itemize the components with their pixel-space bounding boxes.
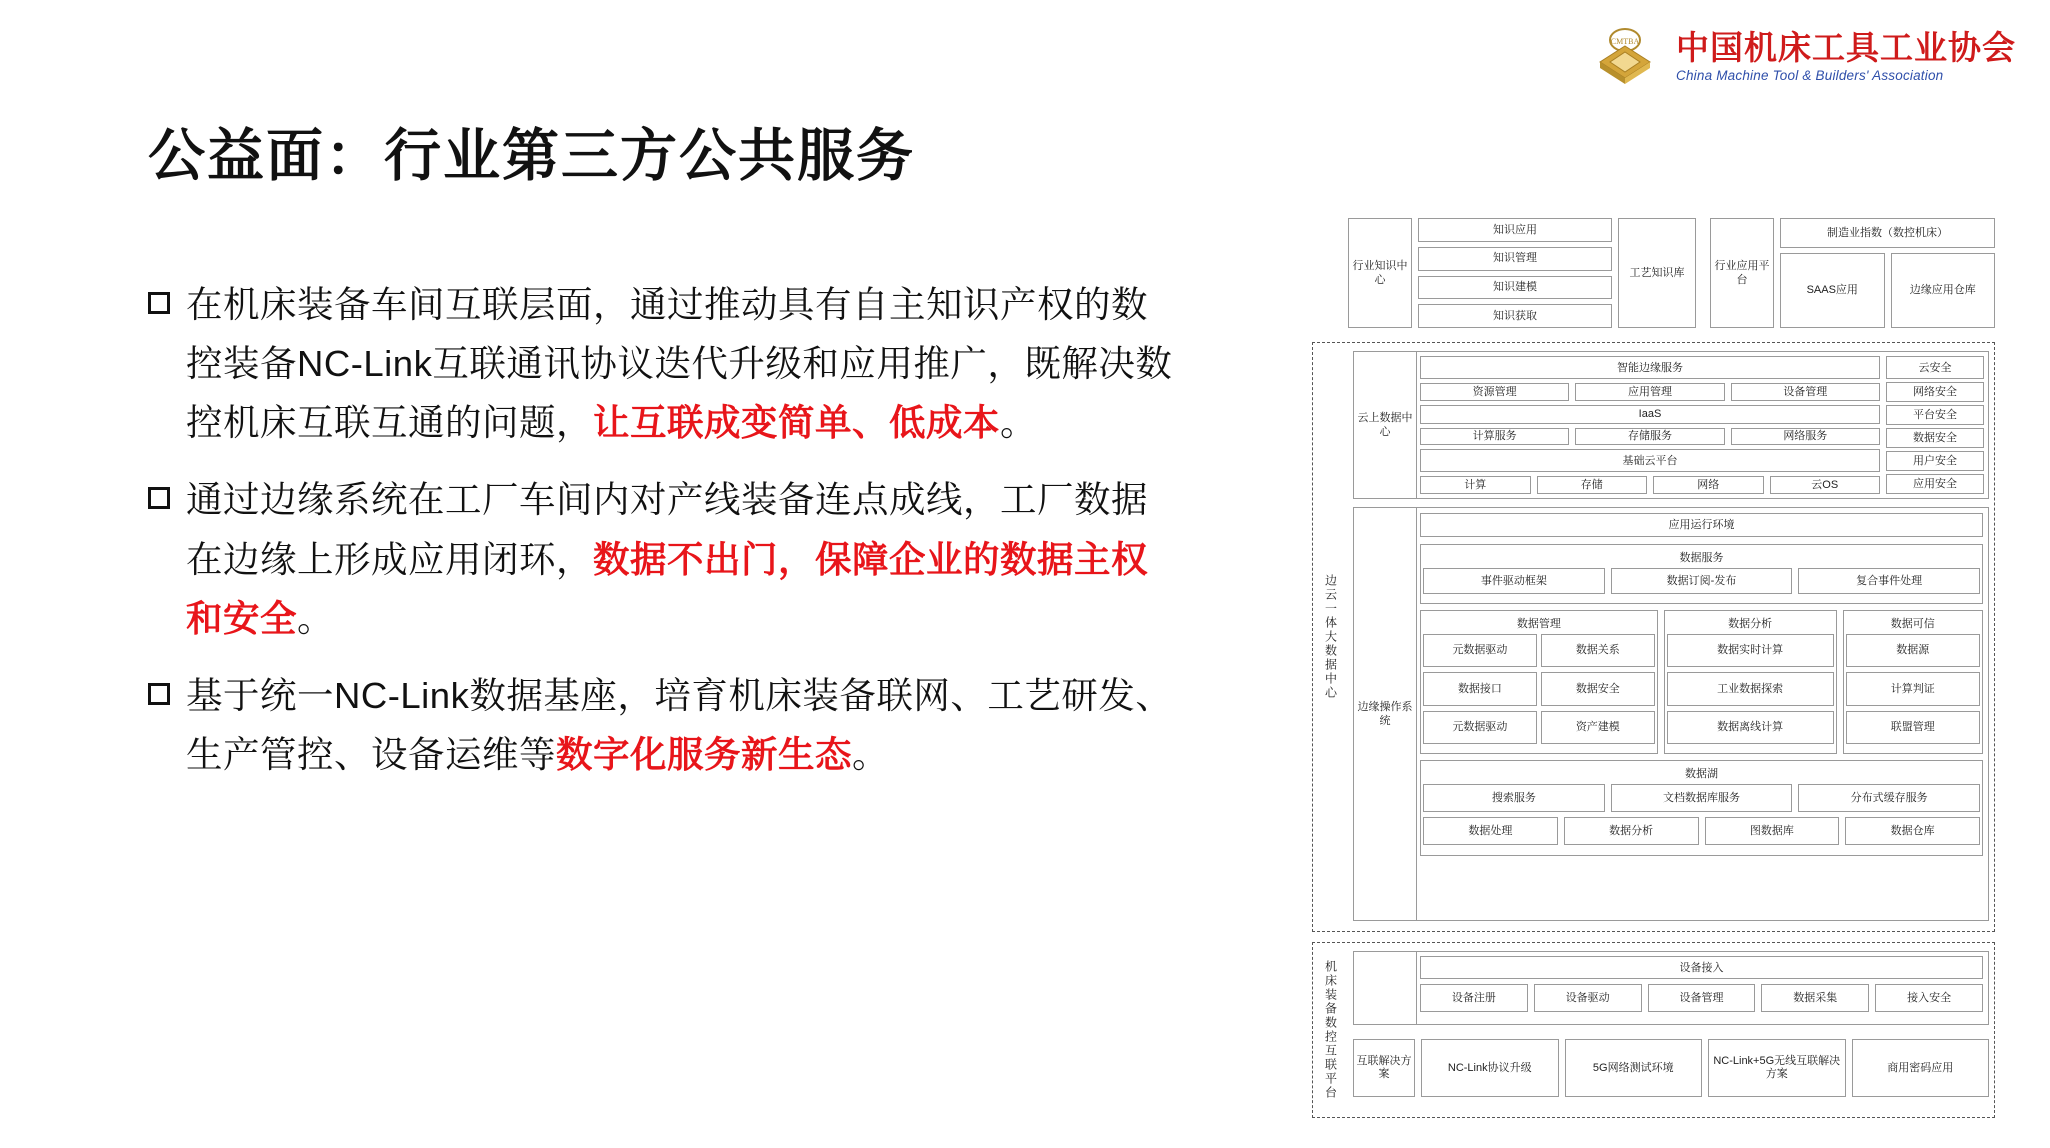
iaas-item: 存储服务 <box>1575 428 1724 446</box>
knowledge-item: 知识获取 <box>1418 304 1612 328</box>
data-lake-item: 搜索服务 <box>1423 784 1605 812</box>
bullet-text <box>186 470 1183 647</box>
data-lake-item: 数据处理 <box>1423 817 1558 845</box>
knowledge-item: 知识管理 <box>1418 247 1612 271</box>
machine-tool-platform-label: 机床装备数控互联平台 <box>1323 960 1338 1100</box>
device-access-panel <box>1353 951 1989 1025</box>
manufacturing-index-box: 制造业指数（数控机床） <box>1780 218 1995 248</box>
device-access-item: 数据采集 <box>1761 984 1869 1012</box>
device-access-item: 设备驱动 <box>1534 984 1642 1012</box>
base-cloud-platform-title: 基础云平台 <box>1420 449 1880 472</box>
bullet-marker-icon <box>148 487 170 509</box>
data-analysis-item: 工业数据探索 <box>1667 672 1834 705</box>
edge-cloud-integrated-center <box>1312 342 1995 932</box>
bullet-list <box>148 275 1183 802</box>
data-lake-item: 数据仓库 <box>1845 817 1980 845</box>
application-platform-label: 行业应用平台 <box>1710 218 1774 328</box>
data-lake-item: 分布式缓存服务 <box>1798 784 1980 812</box>
org-name-en: China Machine Tool & Builders' Association <box>1676 67 1944 83</box>
cloud-security-title: 云安全 <box>1886 356 1984 379</box>
saas-application-box: SAAS应用 <box>1780 253 1885 328</box>
data-service-item: 复合事件处理 <box>1798 568 1980 594</box>
solution-item: 5G网络测试环境 <box>1565 1039 1703 1097</box>
edge-cloud-label: 边云一体大数据中心 <box>1323 574 1338 700</box>
edge-os-label: 边缘操作系统 <box>1354 508 1417 920</box>
edge-app-repo-box: 边缘应用仓库 <box>1891 253 1996 328</box>
data-credible-item: 计算判证 <box>1846 672 1980 705</box>
list-item <box>148 666 1183 784</box>
bullet-segment: 。 <box>1000 402 1037 444</box>
list-item <box>148 275 1183 452</box>
device-access-item: 设备注册 <box>1420 984 1528 1012</box>
cloud-service-item: 资源管理 <box>1420 383 1569 401</box>
cmtba-logo-icon <box>1588 26 1662 88</box>
cloud-security-item: 应用安全 <box>1886 474 1984 494</box>
list-item <box>148 470 1183 647</box>
data-analysis-item: 数据离线计算 <box>1667 711 1834 744</box>
bullet-segment: 通过边缘系统在工厂车间内对产线装备连点成线，工厂数据在边缘上形成应用闭环， <box>186 479 1148 580</box>
data-management-item: 数据关系 <box>1541 634 1655 667</box>
solution-label: 互联解决方案 <box>1353 1039 1415 1097</box>
bullet-marker-icon <box>148 292 170 314</box>
knowledge-items-stack <box>1418 218 1612 328</box>
org-name-cn: 中国机床工具工业协会 <box>1676 29 2016 67</box>
knowledge-item: 知识建模 <box>1418 276 1612 300</box>
knowledge-center-label: 行业知识中心 <box>1348 218 1412 328</box>
industry-knowledge-center-group <box>1348 218 1696 328</box>
solution-item: 商用密码应用 <box>1852 1039 1990 1097</box>
solution-item: NC-Link+5G无线互联解决方案 <box>1708 1039 1846 1097</box>
platform-item: 云OS <box>1770 476 1881 494</box>
data-management-item: 数据安全 <box>1541 672 1655 705</box>
data-service-title: 数据服务 <box>1679 552 1724 564</box>
association-logo-block <box>1588 26 2016 88</box>
cloud-data-center-label: 云上数据中心 <box>1354 352 1417 498</box>
data-service-item: 事件驱动框架 <box>1423 568 1605 594</box>
application-runtime-box: 应用运行环境 <box>1420 513 1983 537</box>
data-credible-item: 数据源 <box>1846 634 1980 667</box>
bullet-segment: 。 <box>852 733 889 775</box>
data-lake-item: 图数据库 <box>1705 817 1840 845</box>
cloud-data-center-panel <box>1353 351 1989 499</box>
machine-tool-platform-container <box>1312 942 1995 1118</box>
cloud-service-item: 设备管理 <box>1731 383 1880 401</box>
data-management-title: 数据管理 <box>1516 618 1561 630</box>
bullet-segment: 基于统一NC-Link数据基座，培育机床装备联网、工艺研发、生产管控、设备运维等 <box>186 674 1173 775</box>
iaas-item: 计算服务 <box>1420 428 1569 446</box>
bullet-segment: 在机床装备车间互联层面，通过推动具有自主知识产权的数控装备NC-Link互联通讯协议迭代升级和应用推广，既解决数控机床互联互通的问题， <box>186 284 1173 444</box>
smart-edge-service-title: 智能边缘服务 <box>1420 356 1880 379</box>
iaas-title: IaaS <box>1420 405 1880 424</box>
knowledge-item: 知识应用 <box>1418 218 1612 242</box>
data-management-item: 元数据驱动 <box>1423 711 1537 744</box>
cloud-service-item: 应用管理 <box>1575 383 1724 401</box>
device-access-title: 设备接入 <box>1420 956 1983 979</box>
page-title: 公益面：行业第三方公共服务 <box>148 124 915 188</box>
architecture-diagram <box>1270 218 1995 1118</box>
solution-item: NC-Link协议升级 <box>1421 1039 1559 1097</box>
data-management-item: 资产建模 <box>1541 711 1655 744</box>
data-analysis-title: 数据分析 <box>1728 618 1773 630</box>
device-access-item: 接入安全 <box>1875 984 1983 1012</box>
data-management-item: 数据接口 <box>1423 672 1537 705</box>
platform-item: 存储 <box>1537 476 1648 494</box>
cloud-security-item: 数据安全 <box>1886 428 1984 448</box>
bullet-marker-icon <box>148 683 170 705</box>
edge-operating-system-panel <box>1353 507 1989 921</box>
industry-application-platform-group <box>1710 218 1995 328</box>
data-service-item: 数据订阅-发布 <box>1611 568 1793 594</box>
bullet-segment: 。 <box>297 597 334 639</box>
interconnection-solution-row <box>1353 1039 1989 1097</box>
data-credible-item: 联盟管理 <box>1846 711 1980 744</box>
bullet-text <box>186 666 1183 784</box>
bullet-highlight: 数据不出门，保障企业的数据主权和安全 <box>186 538 1148 639</box>
platform-item: 网络 <box>1653 476 1764 494</box>
process-knowledge-base-box: 工艺知识库 <box>1618 218 1696 328</box>
data-management-item: 元数据驱动 <box>1423 634 1537 667</box>
data-lake-item: 文档数据库服务 <box>1611 784 1793 812</box>
cloud-security-item: 网络安全 <box>1886 382 1984 402</box>
cloud-security-item: 用户安全 <box>1886 451 1984 471</box>
device-access-item: 设备管理 <box>1648 984 1756 1012</box>
data-lake-item: 数据分析 <box>1564 817 1699 845</box>
svg-text:CMTBA: CMTBA <box>1610 37 1640 46</box>
data-lake-title: 数据湖 <box>1685 768 1718 780</box>
iaas-item: 网络服务 <box>1731 428 1880 446</box>
data-analysis-item: 数据实时计算 <box>1667 634 1834 667</box>
cloud-security-item: 平台安全 <box>1886 405 1984 425</box>
bullet-text <box>186 275 1183 452</box>
platform-item: 计算 <box>1420 476 1531 494</box>
bullet-highlight: 让互联成变简单、低成本 <box>593 402 1000 444</box>
application-items-stack <box>1780 218 1995 328</box>
data-credible-title: 数据可信 <box>1890 618 1935 630</box>
bullet-highlight: 数字化服务新生态 <box>556 733 852 775</box>
